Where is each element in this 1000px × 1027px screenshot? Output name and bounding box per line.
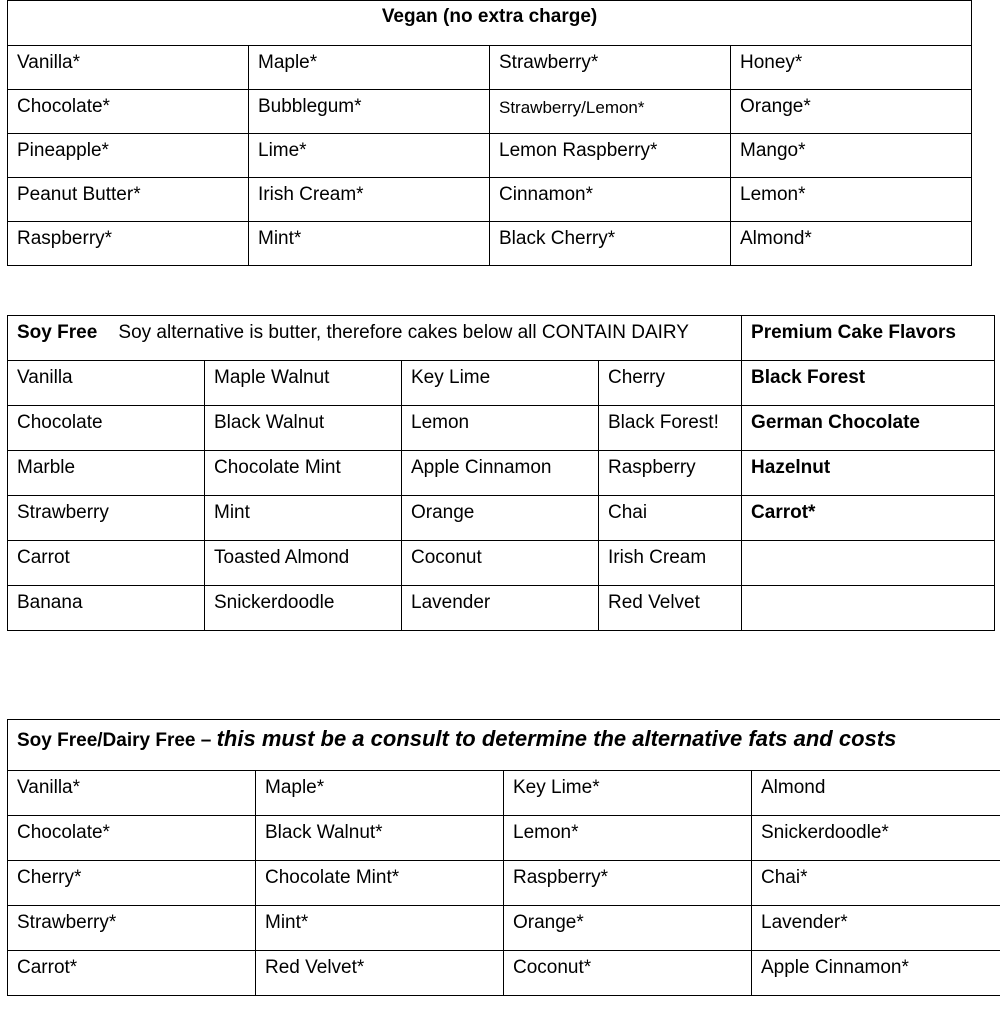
flavor-cell: Coconut [402,541,599,586]
flavor-cell: Orange [402,496,599,541]
table-row [8,816,1000,861]
flavor-cell: Black Walnut [205,406,402,451]
soy-dairy-free-label: Soy Free/Dairy Free – [17,730,212,751]
flavor-cell: Strawberry* [490,46,731,90]
flavor-cell: Bubblegum* [249,90,490,134]
flavor-cell: Chai* [752,861,1000,906]
flavor-cell: Banana [8,586,205,631]
flavor-cell: Raspberry* [8,222,249,266]
flavor-cell: Mint* [249,222,490,266]
flavor-cell: Strawberry* [8,906,256,951]
flavor-cell: Cinnamon* [490,178,731,222]
flavor-cell: Chocolate* [8,90,249,134]
flavor-cell: Maple* [249,46,490,90]
flavor-cell: Lemon* [504,816,752,861]
flavor-cell: Mango* [731,134,972,178]
flavor-cell: Maple Walnut [205,361,402,406]
flavor-cell: Black Walnut* [256,816,504,861]
flavor-cell: Snickerdoodle [205,586,402,631]
flavor-cell: Vanilla* [8,46,249,90]
flavor-cell: Vanilla [8,361,205,406]
flavor-cell: Chocolate Mint [205,451,402,496]
soy-free-header [8,316,742,361]
flavor-cell: Lemon [402,406,599,451]
table-row [8,586,995,631]
table-row [8,451,995,496]
flavor-cell: Orange* [731,90,972,134]
vegan-flavors-table [7,0,972,266]
flavor-cell: Chocolate* [8,816,256,861]
table-row [8,222,972,266]
flavor-cell: Raspberry [599,451,742,496]
flavor-cell: Red Velvet [599,586,742,631]
table-header-row [8,720,1000,771]
flavor-cell: Carrot* [8,951,256,996]
flavor-cell: Key Lime* [504,771,752,816]
flavor-cell: Strawberry/Lemon* [490,90,731,134]
table-header-row [8,316,995,361]
flavor-cell: Black Cherry* [490,222,731,266]
premium-flavor-cell: Carrot* [742,496,995,541]
flavor-cell: Almond* [731,222,972,266]
flavor-cell: Carrot [8,541,205,586]
table-row [8,541,995,586]
flavor-cell: Toasted Almond [205,541,402,586]
flavor-cell: Maple* [256,771,504,816]
flavor-cell: Almond [752,771,1000,816]
table-row [8,90,972,134]
flavor-cell: Lime* [249,134,490,178]
flavor-cell: Marble [8,451,205,496]
flavor-cell: Cherry* [8,861,256,906]
flavor-cell: Lavender [402,586,599,631]
flavor-cell: Irish Cream* [249,178,490,222]
flavor-cell: Key Lime [402,361,599,406]
table-row [8,46,972,90]
premium-flavor-cell: German Chocolate [742,406,995,451]
flavor-cell: Chocolate Mint* [256,861,504,906]
vegan-header: Vegan (no extra charge) [8,1,972,46]
table-header-row [8,1,972,46]
table-row [8,178,972,222]
soy-free-note: Soy alternative is butter, therefore cakes below all CONTAIN DAIRY [118,322,689,343]
soy-dairy-free-flavors-table [7,719,1000,996]
soy-free-label: Soy Free [17,322,98,343]
flavor-cell: Orange* [504,906,752,951]
flavor-cell: Snickerdoodle* [752,816,1000,861]
table-row [8,496,995,541]
table-row [8,406,995,451]
consult-note: this must be a consult to determine the alternative fats and costs [216,726,897,751]
table-row [8,361,995,406]
flavor-cell: Red Velvet* [256,951,504,996]
flavor-cell: Raspberry* [504,861,752,906]
premium-flavor-cell: Black Forest [742,361,995,406]
premium-flavor-cell: Hazelnut [742,451,995,496]
flavor-cell: Lemon* [731,178,972,222]
table-row [8,951,1000,996]
table-row [8,771,1000,816]
soy-dairy-free-header [8,720,1000,771]
flavor-cell: Strawberry [8,496,205,541]
flavor-cell: Coconut* [504,951,752,996]
flavor-cell: Vanilla* [8,771,256,816]
flavor-cell: Chai [599,496,742,541]
premium-flavors-header: Premium Cake Flavors [742,316,995,361]
flavor-cell: Mint [205,496,402,541]
flavor-cell: Mint* [256,906,504,951]
table-row [8,134,972,178]
table-row [8,906,1000,951]
flavor-cell: Chocolate [8,406,205,451]
soy-free-flavors-table [7,315,995,631]
flavor-cell: Honey* [731,46,972,90]
flavor-cell: Peanut Butter* [8,178,249,222]
flavor-cell: Apple Cinnamon [402,451,599,496]
premium-flavor-cell [742,586,995,631]
flavor-cell: Cherry [599,361,742,406]
flavor-cell: Pineapple* [8,134,249,178]
table-row [8,861,1000,906]
flavor-cell: Black Forest! [599,406,742,451]
premium-flavor-cell [742,541,995,586]
flavor-cell: Lavender* [752,906,1000,951]
flavor-cell: Apple Cinnamon* [752,951,1000,996]
flavor-cell: Lemon Raspberry* [490,134,731,178]
flavor-cell: Irish Cream [599,541,742,586]
